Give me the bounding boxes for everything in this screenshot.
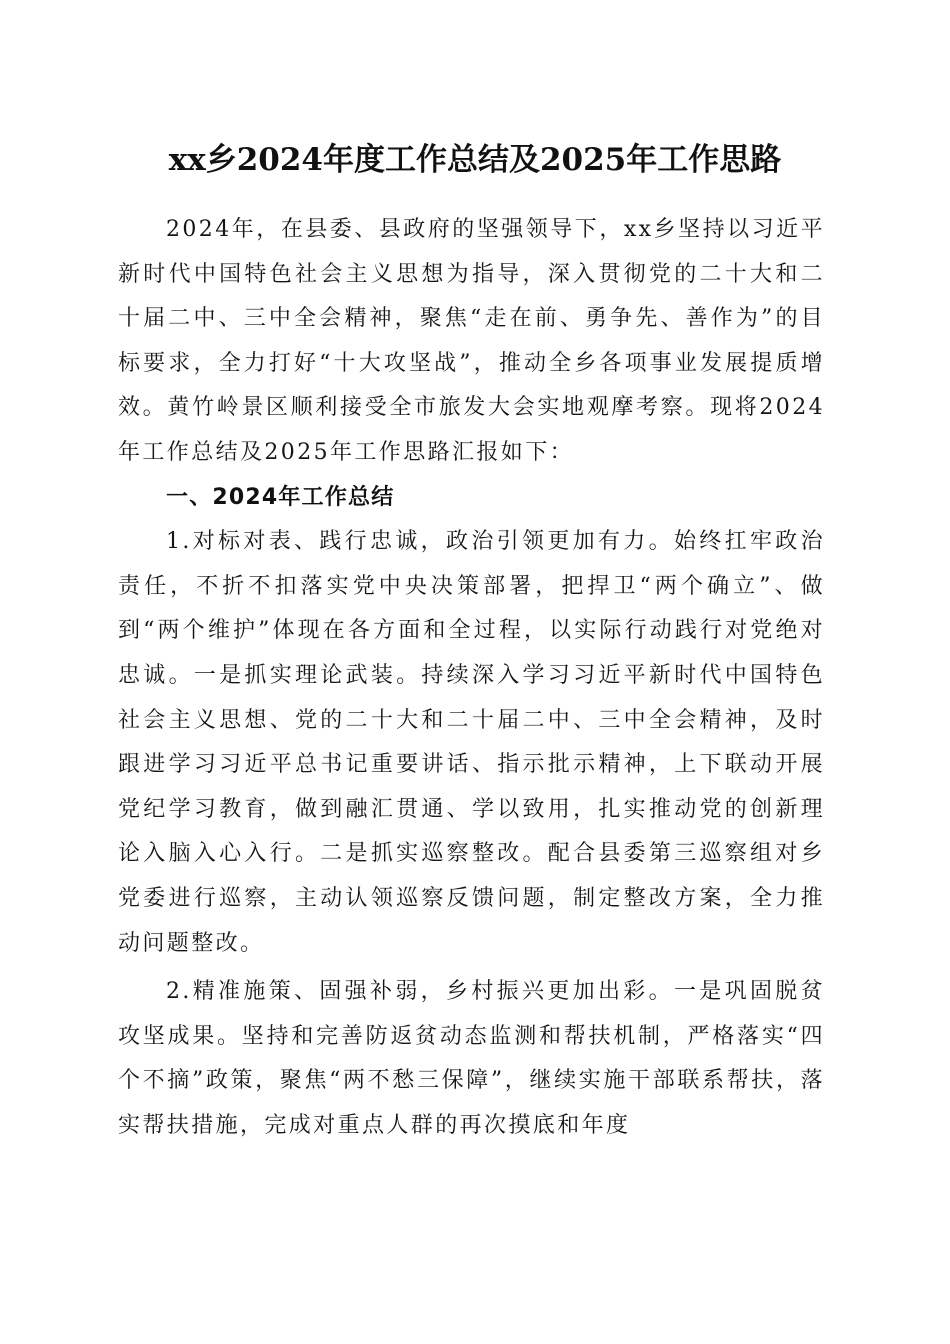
intro-paragraph: 2024年，在县委、县政府的坚强领导下，xx乡坚持以习近平新时代中国特色社会主义思想为指导，深入贯彻党的二十大和二十届二中、三中全会精神，聚焦“走在前、勇争先、善作为”的目标要求，全力打好“十大攻坚战”，推动全乡各项事业发展提质增效。黄竹岭景区顺利接受全市旅发大会实地观摩考察。现将2024年工作总结及2025年工作思路汇报如下： (118, 217, 825, 465)
document-title: xx乡2024年度工作总结及2025年工作思路 (168, 142, 782, 178)
section-heading: 一、2024年工作总结 (166, 484, 395, 510)
item-paragraph-2: 2.精准施策、固强补弱，乡村振兴更加出彩。一是巩固脱贫攻坚成果。坚持和完善防返贫动态监测和帮扶机制，严格落实“四个不摘”政策，聚焦“两不愁三保障”，继续实施干部联系帮扶，落实帮扶措施，完成对重点人群的再次摸底和年度 (118, 979, 825, 1138)
item-paragraph-1: 1.对标对表、践行忠诚，政治引领更加有力。始终扛牢政治责任，不折不扣落实党中央决策部署，把捍卫“两个确立”、做到“两个维护”体现在各方面和全过程，以实际行动践行对党绝对忠诚。一是抓实理论武装。持续深入学习习近平新时代中国特色社会主义思想、党的二十大和二十届二中、三中全会精神，及时跟进学习习近平总书记重要讲话、指示批示精神，上下联动开展党纪学习教育，做到融汇贯通、学以致用，扎实推动党的创新理论入脑入心入行。二是抓实巡察整改。配合县委第三巡察组对乡党委进行巡察，主动认领巡察反馈问题，制定整改方案，全力推动问题整改。 (118, 529, 825, 956)
document-body (118, 208, 825, 1148)
